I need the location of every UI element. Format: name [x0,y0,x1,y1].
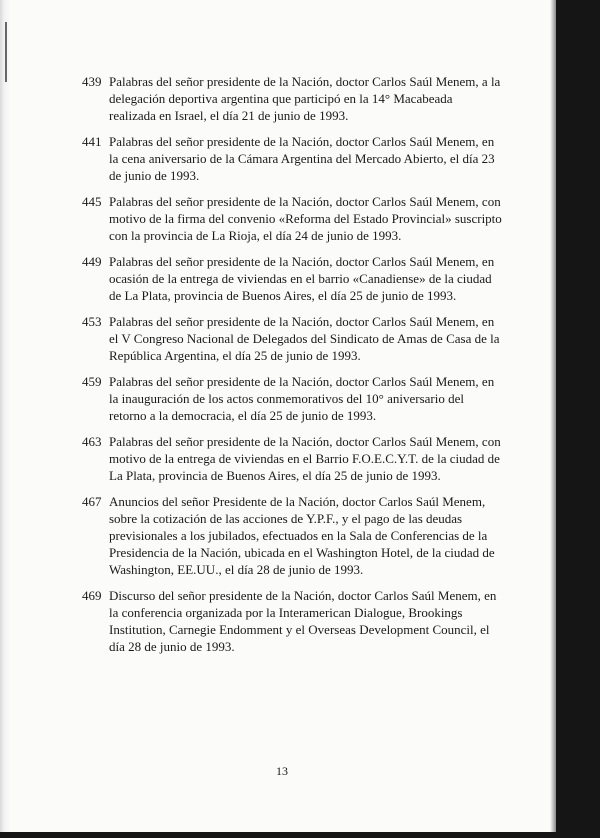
entry-text: Discurso del señor presidente de la Nación, doctor Carlos Saúl Menem, en la conferencia organizada por la Interamerican Dialogue, Brookings Institution, Carnegie Endomment y el Overseas Development Council, el día 28 de junio de 1993. [109,588,497,654]
entry-page-number: 449 [82,254,102,269]
index-entry [82,193,502,244]
entry-page-number: 463 [82,434,102,449]
entry-text: Palabras del señor presidente de la Nación, doctor Carlos Saúl Menem, en ocasión de la entrega de viviendas en el barrio «Canadiense» de la ciudad de La Plata, provincia de Buenos Aires, el día 25 de junio de 1993. [109,254,495,303]
index-entry [82,587,502,655]
entry-text: Anuncios del señor Presidente de la Nación, doctor Carlos Saúl Menem, sobre la cotización de las acciones de Y.P.F., y el pago de las deudas previsionales a los jubilados, efectuados en la Sala de Conferencias de la Presidencia de la Nación, ubicada en el Washington Hotel, de la ciudad de Washington, EE.UU., el día 28 de junio de 1993. [109,494,495,577]
index-entry [82,133,502,184]
index-entry [82,493,502,578]
page-number: 13 [276,764,288,778]
index-entry [82,313,502,364]
index-entry [82,433,502,484]
scan-dark-border [556,0,600,838]
entry-page-number: 439 [82,74,102,89]
scan-margin-mark [5,22,7,82]
index-entry [82,73,502,124]
entry-text: Palabras del señor presidente de la Nación, doctor Carlos Saúl Menem, en la inauguración de los actos conmemorativos del 10° aniversario del retorno a la democracia, el día 25 de junio de 1993. [109,374,495,423]
entry-page-number: 453 [82,314,102,329]
entry-text: Palabras del señor presidente de la Nación, doctor Carlos Saúl Menem, con motivo de la entrega de viviendas en el Barrio F.O.E.C.Y.T. de la ciudad de La Plata, provincia de Buenos Aires, el día 25 de junio de 1993. [109,434,501,483]
entry-page-number: 469 [82,588,102,603]
entry-page-number: 445 [82,194,102,209]
entry-text: Palabras del señor presidente de la Nación, doctor Carlos Saúl Menem, a la delegación deportiva argentina que participó en la 14° Macabeada realizada en Israel, el día 21 de junio de 1993. [109,74,501,123]
page-left-edge [0,0,10,838]
entry-text: Palabras del señor presidente de la Nación, doctor Carlos Saúl Menem, en la cena aniversario de la Cámara Argentina del Mercado Abierto, el día 23 de junio de 1993. [109,134,495,183]
entry-page-number: 459 [82,374,102,389]
index-entry [82,253,502,304]
scan-bottom-border [0,832,600,838]
index-entries [82,73,502,664]
entry-text: Palabras del señor presidente de la Nación, doctor Carlos Saúl Menem, con motivo de la firma del convenio «Reforma del Estado Provincial» suscripto con la provincia de La Rioja, el día 24 de junio de 1993. [109,194,502,243]
entry-text: Palabras del señor presidente de la Nación, doctor Carlos Saúl Menem, en el V Congreso Nacional de Delegados del Sindicato de Amas de Casa de la República Argentina, el día 25 de junio de 1993. [109,314,500,363]
index-entry [82,373,502,424]
entry-page-number: 467 [82,494,102,509]
entry-page-number: 441 [82,134,102,149]
